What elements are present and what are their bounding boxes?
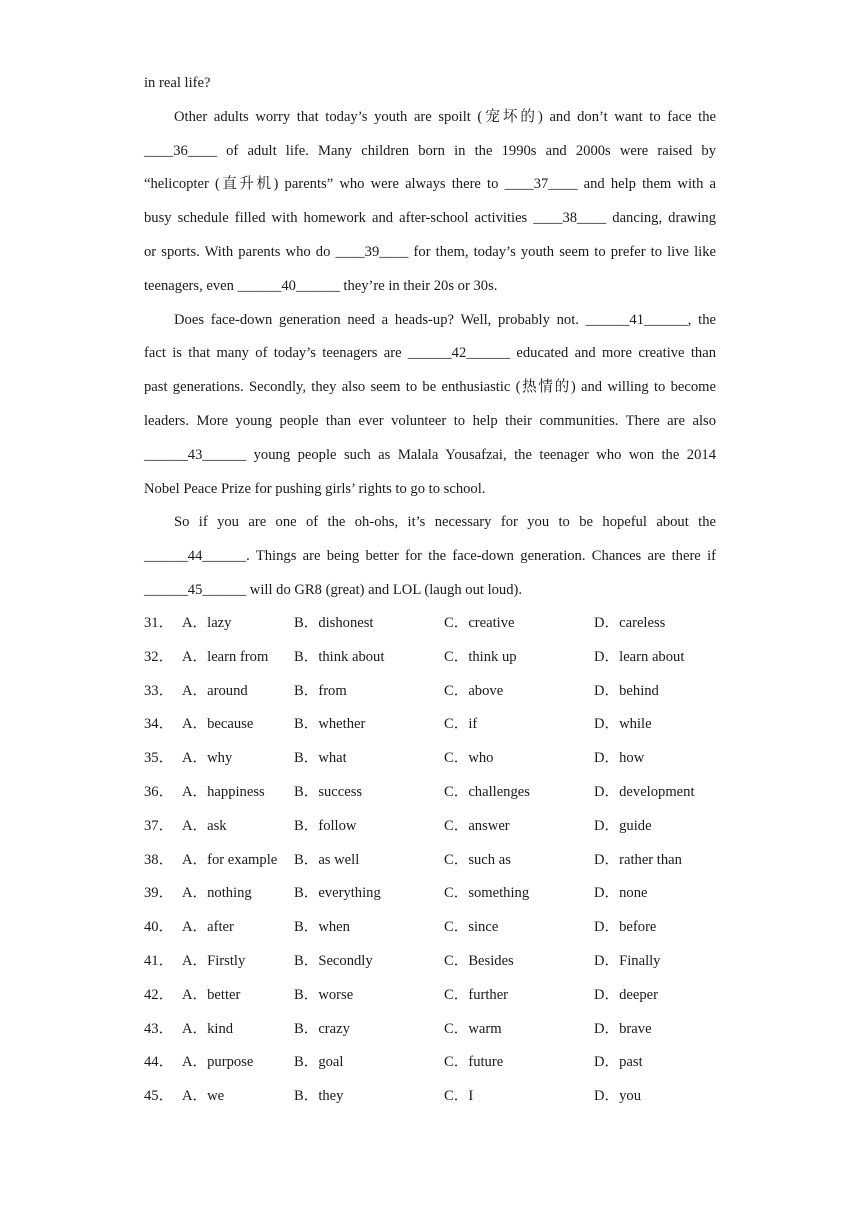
question-number: 31．	[144, 615, 174, 631]
question-row	[144, 610, 716, 644]
passage-line: in real life?	[144, 75, 211, 91]
option-b: B．they	[294, 1088, 344, 1105]
option-d: D．how	[594, 750, 645, 767]
option-c: C．further	[444, 986, 509, 1003]
question-number: 34．	[144, 716, 174, 733]
option-b: B．crazy	[294, 1020, 350, 1037]
question-row	[144, 711, 716, 745]
question-number: 40．	[144, 919, 174, 936]
passage-line: “helicopter (直升机) parents” who were always there to ____37____ and help them with a	[144, 176, 716, 193]
option-c: C．warm	[444, 1020, 502, 1037]
option-b: B．follow	[294, 817, 357, 834]
passage-line: busy schedule filled with homework and after-school activities ____38____ dancing, drawing	[144, 210, 716, 227]
option-d: D．deeper	[594, 986, 659, 1003]
option-b: B．worse	[294, 986, 354, 1003]
question-number: 37．	[144, 817, 174, 834]
question-row	[144, 1049, 716, 1083]
option-d: D．none	[594, 885, 648, 902]
option-b: B．success	[294, 783, 363, 800]
option-b: B．what	[294, 750, 347, 767]
option-c: C．if	[444, 716, 478, 733]
option-a: A．purpose	[182, 1054, 254, 1071]
option-c: C．think up	[444, 648, 517, 665]
option-c: C．answer	[444, 817, 510, 834]
option-a: A．learn from	[182, 648, 269, 665]
passage-line: Nobel Peace Prize for pushing girls’ rights to go to school.	[144, 480, 486, 497]
option-b: B．whether	[294, 716, 366, 733]
question-number: 43．	[144, 1020, 174, 1037]
option-a: A．happiness	[182, 783, 265, 800]
passage-line: Other adults worry that today’s youth are spoilt (宠坏的) and don’t want to face the	[174, 108, 716, 125]
passage	[144, 70, 716, 611]
option-a: A．after	[182, 919, 234, 936]
question-row	[144, 948, 716, 982]
option-d: D．you	[594, 1088, 642, 1105]
option-c: C．future	[444, 1054, 504, 1071]
passage-line: ______43______ young people such as Malala Yousafzai, the teenager who won the 2014	[144, 446, 716, 463]
option-b: B．everything	[294, 885, 381, 902]
question-number: 39．	[144, 885, 174, 902]
question-row	[144, 678, 716, 712]
option-a: A．better	[182, 986, 241, 1003]
option-c: C．above	[444, 682, 504, 699]
question-row	[144, 847, 716, 881]
option-d: D．guide	[594, 817, 652, 834]
option-a: A．because	[182, 716, 254, 733]
option-a: A．around	[182, 682, 248, 699]
question-row	[144, 914, 716, 948]
option-c: C．since	[444, 919, 499, 936]
option-a: A．why	[182, 750, 233, 767]
question-row	[144, 779, 716, 813]
question-row	[144, 644, 716, 678]
question-row	[144, 880, 716, 914]
passage-line: fact is that many of today’s teenagers are ______42______ educated and more creative than	[144, 345, 716, 362]
question-number: 38．	[144, 851, 174, 868]
question-row	[144, 813, 716, 847]
option-d: D．Finally	[594, 952, 661, 969]
question-row	[144, 1016, 716, 1050]
option-a: A．nothing	[182, 885, 252, 902]
option-a: A．Firstly	[182, 952, 246, 969]
option-d: D．while	[594, 716, 652, 733]
question-number: 32．	[144, 648, 174, 665]
passage-line: leaders. More young people than ever volunteer to help their communities. There are also	[144, 412, 716, 429]
option-a: A．lazy	[182, 615, 232, 631]
passage-line: ____36____ of adult life. Many children born in the 1990s and 2000s were raised by	[144, 142, 716, 159]
passage-line: ______45______ will do GR8 (great) and LOL (laugh out loud).	[144, 581, 523, 598]
option-d: D．past	[594, 1054, 643, 1071]
option-b: B．think about	[294, 648, 385, 665]
option-c: C．Besides	[444, 952, 514, 969]
option-b: B．Secondly	[294, 952, 373, 969]
answer-options	[144, 610, 716, 1117]
option-c: C．something	[444, 885, 530, 902]
option-b: B．from	[294, 682, 347, 699]
option-c: C．creative	[444, 615, 515, 631]
question-number: 42．	[144, 986, 174, 1003]
passage-line: So if you are one of the oh-ohs, it’s necessary for you to be hopeful about the	[174, 514, 716, 531]
option-c: C．challenges	[444, 783, 530, 800]
option-c: C．such as	[444, 851, 511, 868]
passage-line: teenagers, even ______40______ they’re in their 20s or 30s.	[144, 277, 498, 294]
passage-line: past generations. Secondly, they also seem to be enthusiastic (热情的) and willing to become	[144, 379, 716, 396]
option-d: D．brave	[594, 1020, 652, 1037]
option-d: D．learn about	[594, 648, 685, 665]
option-d: D．development	[594, 783, 695, 800]
option-b: B．dishonest	[294, 615, 374, 631]
passage-line: Does face-down generation need a heads-up? Well, probably not. ______41______, the	[174, 311, 716, 328]
option-a: A．we	[182, 1088, 225, 1105]
option-b: B．when	[294, 919, 350, 936]
option-b: B．as well	[294, 851, 360, 868]
question-row	[144, 1083, 716, 1117]
question-number: 35．	[144, 750, 174, 767]
passage-line: or sports. With parents who do ____39____ for them, today’s youth seem to prefer to live like	[144, 243, 716, 260]
question-row	[144, 745, 716, 779]
option-b: B．goal	[294, 1054, 344, 1071]
question-number: 36．	[144, 783, 174, 800]
option-d: D．behind	[594, 682, 659, 699]
option-a: A．kind	[182, 1020, 234, 1037]
option-d: D．careless	[594, 615, 666, 631]
question-number: 45．	[144, 1088, 174, 1105]
option-d: D．before	[594, 919, 657, 936]
option-d: D．rather than	[594, 851, 682, 868]
question-number: 44．	[144, 1054, 174, 1071]
option-a: A．for example	[182, 851, 278, 868]
question-row	[144, 982, 716, 1016]
option-c: C．I	[444, 1088, 474, 1105]
question-number: 33．	[144, 682, 174, 699]
option-c: C．who	[444, 750, 494, 767]
passage-line: ______44______. Things are being better for the face-down generation. Chances are there if	[144, 548, 716, 565]
option-a: A．ask	[182, 817, 227, 834]
question-number: 41．	[144, 952, 174, 969]
